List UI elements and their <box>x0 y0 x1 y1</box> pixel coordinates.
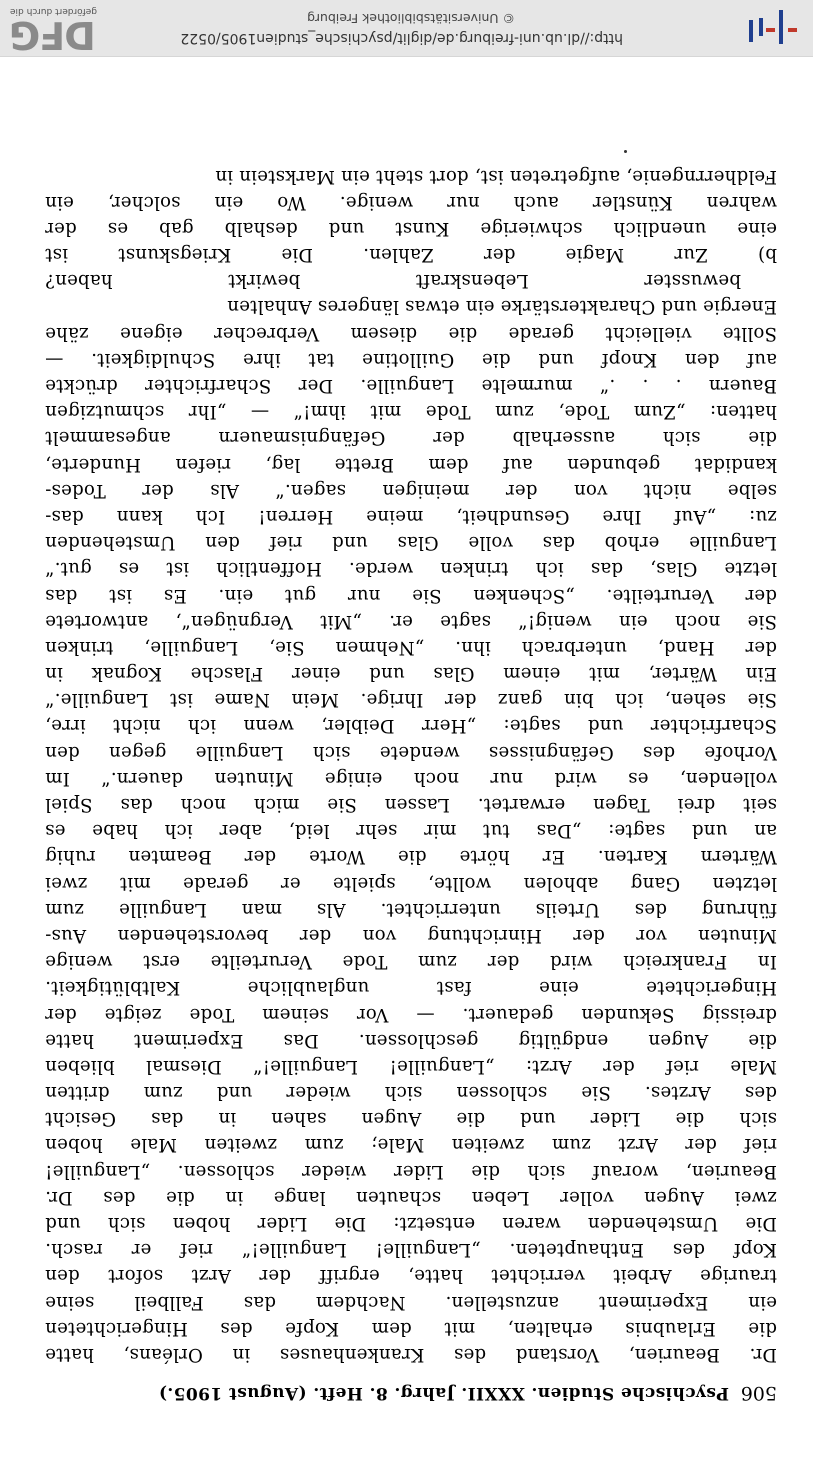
copyright-notice: © Universitätsbibliothek Freiburg <box>307 11 515 26</box>
text-line: eine unendlich schwierige Kunst und deshalb gab es der <box>45 217 777 239</box>
text-line: kandidat gebunden auf dem Brette lag, riefen Hunderte, <box>45 453 777 475</box>
dfg-logo-letters: DFG <box>10 13 96 57</box>
university-library-logo <box>743 6 803 50</box>
text-line: dreissig Sekunden gedauert. — Vor seinem Tode zeigte der <box>45 1003 777 1025</box>
text-line: letzte Glas, das ich trinken werde. Hoffentlich ist es gut.“ <box>45 558 777 580</box>
print-speck <box>624 150 627 153</box>
text-line: Wärtern Karten. Er hörte die Worte der Beamten ruhig <box>45 846 777 868</box>
text-line: letzten Gang abholen wollte, spielte er gerade mit zwei <box>45 872 777 894</box>
text-line: zwei Augen voller Leben schauten lange in die des Dr. <box>45 1186 777 1208</box>
text-line: Ein Wärter, mit einem Glas und einer Flasche Kognak in <box>45 663 777 685</box>
running-title: Psychische Studien. XXXII. Jahrg. 8. Heft. (August 1905.) <box>158 1383 729 1403</box>
text-line: wahren Künstler auch nur wenige. Wo ein solcher, ein <box>45 191 777 213</box>
text-line: zu: „Auf Ihre Gesundheit, meine Herren! Ich kann das- <box>45 506 777 527</box>
text-line: b) Zur Magie der Zahlen. Die Kriegskunst ist <box>45 244 777 266</box>
text-line: rief der Arzt zum zweiten Male; zum zweiten Male hoben <box>45 1134 777 1156</box>
text-line: sich die Lider und die Augen sahen in das Gesicht <box>45 1108 777 1130</box>
page-number: 506 <box>740 1382 777 1404</box>
text-line: des Arztes. Sie schlossen sich wieder und zum dritten <box>45 1082 777 1104</box>
text-line: der Verurteilte. „Schenken Sie nur gut ein. Es ist das <box>45 584 777 606</box>
text-line: Sollte vielleicht gerade die diesem Verbrecher eigene zähe <box>45 322 777 344</box>
text-line: seit drei Tagen erwartet. Lassen Sie mich noch das Spiel <box>45 794 777 816</box>
text-line: Feldherrngenie, aufgetreten ist, dort steht ein Markstein in <box>215 165 777 187</box>
text-line: bewusster Lebenskraft bewirkt haben? <box>45 270 741 292</box>
text-line: Vorhofe des Gefängnisses wendete sich Languille gegen den <box>45 741 777 763</box>
text-line: traurige Arbeit verrichtet hatte, ergriff der Arzt sofort den <box>45 1265 777 1287</box>
text-line: Bauern . . .“ murmelte Languille. Der Scharfrichter drückte <box>45 375 777 397</box>
text-line: ein Experiment anzustellen. Nachdem das Fallbeil seine <box>45 1291 777 1313</box>
dfg-caption: gefördert durch die <box>10 6 97 16</box>
text-line: die Erlaubnis erhalten, mit dem Kopfe des Hingerichteten <box>45 1317 777 1339</box>
text-line: die Augen endgültig geschlossen. Das Experiment hatte <box>45 1029 777 1051</box>
text-line: Sie noch ein wenig!“ sagte er. „Mit Vergnügen“, antwortete <box>45 610 777 632</box>
text-line: auf den Knopf und die Guillotine tat ihre Schuldigkeit. — <box>45 348 777 370</box>
text-line: Scharfrichter und sagte: „Herr Deibler, wenn ich nicht irre, <box>45 715 777 737</box>
dfg-logo <box>4 4 97 57</box>
text-line: Energie und Charakterstärke ein etwas längeres Anhalten <box>227 296 777 318</box>
text-line: Die Umstehenden waren entsetzt: Die Lider hoben sich und <box>45 1213 777 1235</box>
text-line: Male rief der Arzt: „Languille! Languille!“ Diesmal blieben <box>45 1055 777 1077</box>
document-url[interactable]: http://dl.ub.uni-freiburg.de/diglit/psychische_studien1905/0522 <box>180 30 623 46</box>
text-line: selbe nicht von der meinigen sagen.“ Als der Todes- <box>45 479 777 501</box>
text-line: Languille erhob das volle Glas und rief den Umstehenden <box>45 532 777 554</box>
text-line: an und sagte: „Das tut mir sehr leid, aber ich habe es <box>45 820 777 842</box>
text-line: Sie sehen, ich bin ganz der Ihrige. Mein Name ist Languille.“ <box>45 689 777 711</box>
text-line: die sich ausserhalb der Gefängnismauern angesammelt <box>45 427 777 449</box>
text-line: Minuten vor der Hinrichtung von der bevorstehenden Aus- <box>45 925 777 946</box>
footer-bar <box>0 0 813 57</box>
text-line: Kopf des Enthaupteten. „Languille! Languille!“ rief er rasch. <box>45 1239 777 1261</box>
body-text <box>45 162 777 1367</box>
text-line: vollenden, es wird nur noch einige Minuten dauern.“ Im <box>45 767 777 789</box>
text-line: führung des Urteils unterrichtet. Als man Languille zum <box>45 898 777 920</box>
text-line: hatten: „Zum Tode, zum Tode mit ihm!“ — „Ihr schmutzigen <box>45 401 777 423</box>
text-line: Hingerichtete eine fast unglaubliche Kaltblütigkeit. <box>45 977 777 999</box>
text-line: Dr. Beaurien, Vorstand des Krankenhauses in Orléans, hatte <box>45 1344 777 1365</box>
text-line: In Frankreich wird der zum Tode Verurteilte erst wenige <box>45 951 777 973</box>
running-header <box>45 1381 777 1405</box>
text-line: Beaurien, worauf sich die Lider wieder schlossen. „Languille! <box>45 1160 777 1182</box>
text-line: der Hand, unterbrach ihn. „Nehmen Sie, Languille, trinken <box>45 636 777 658</box>
page-text-block <box>45 162 777 1405</box>
